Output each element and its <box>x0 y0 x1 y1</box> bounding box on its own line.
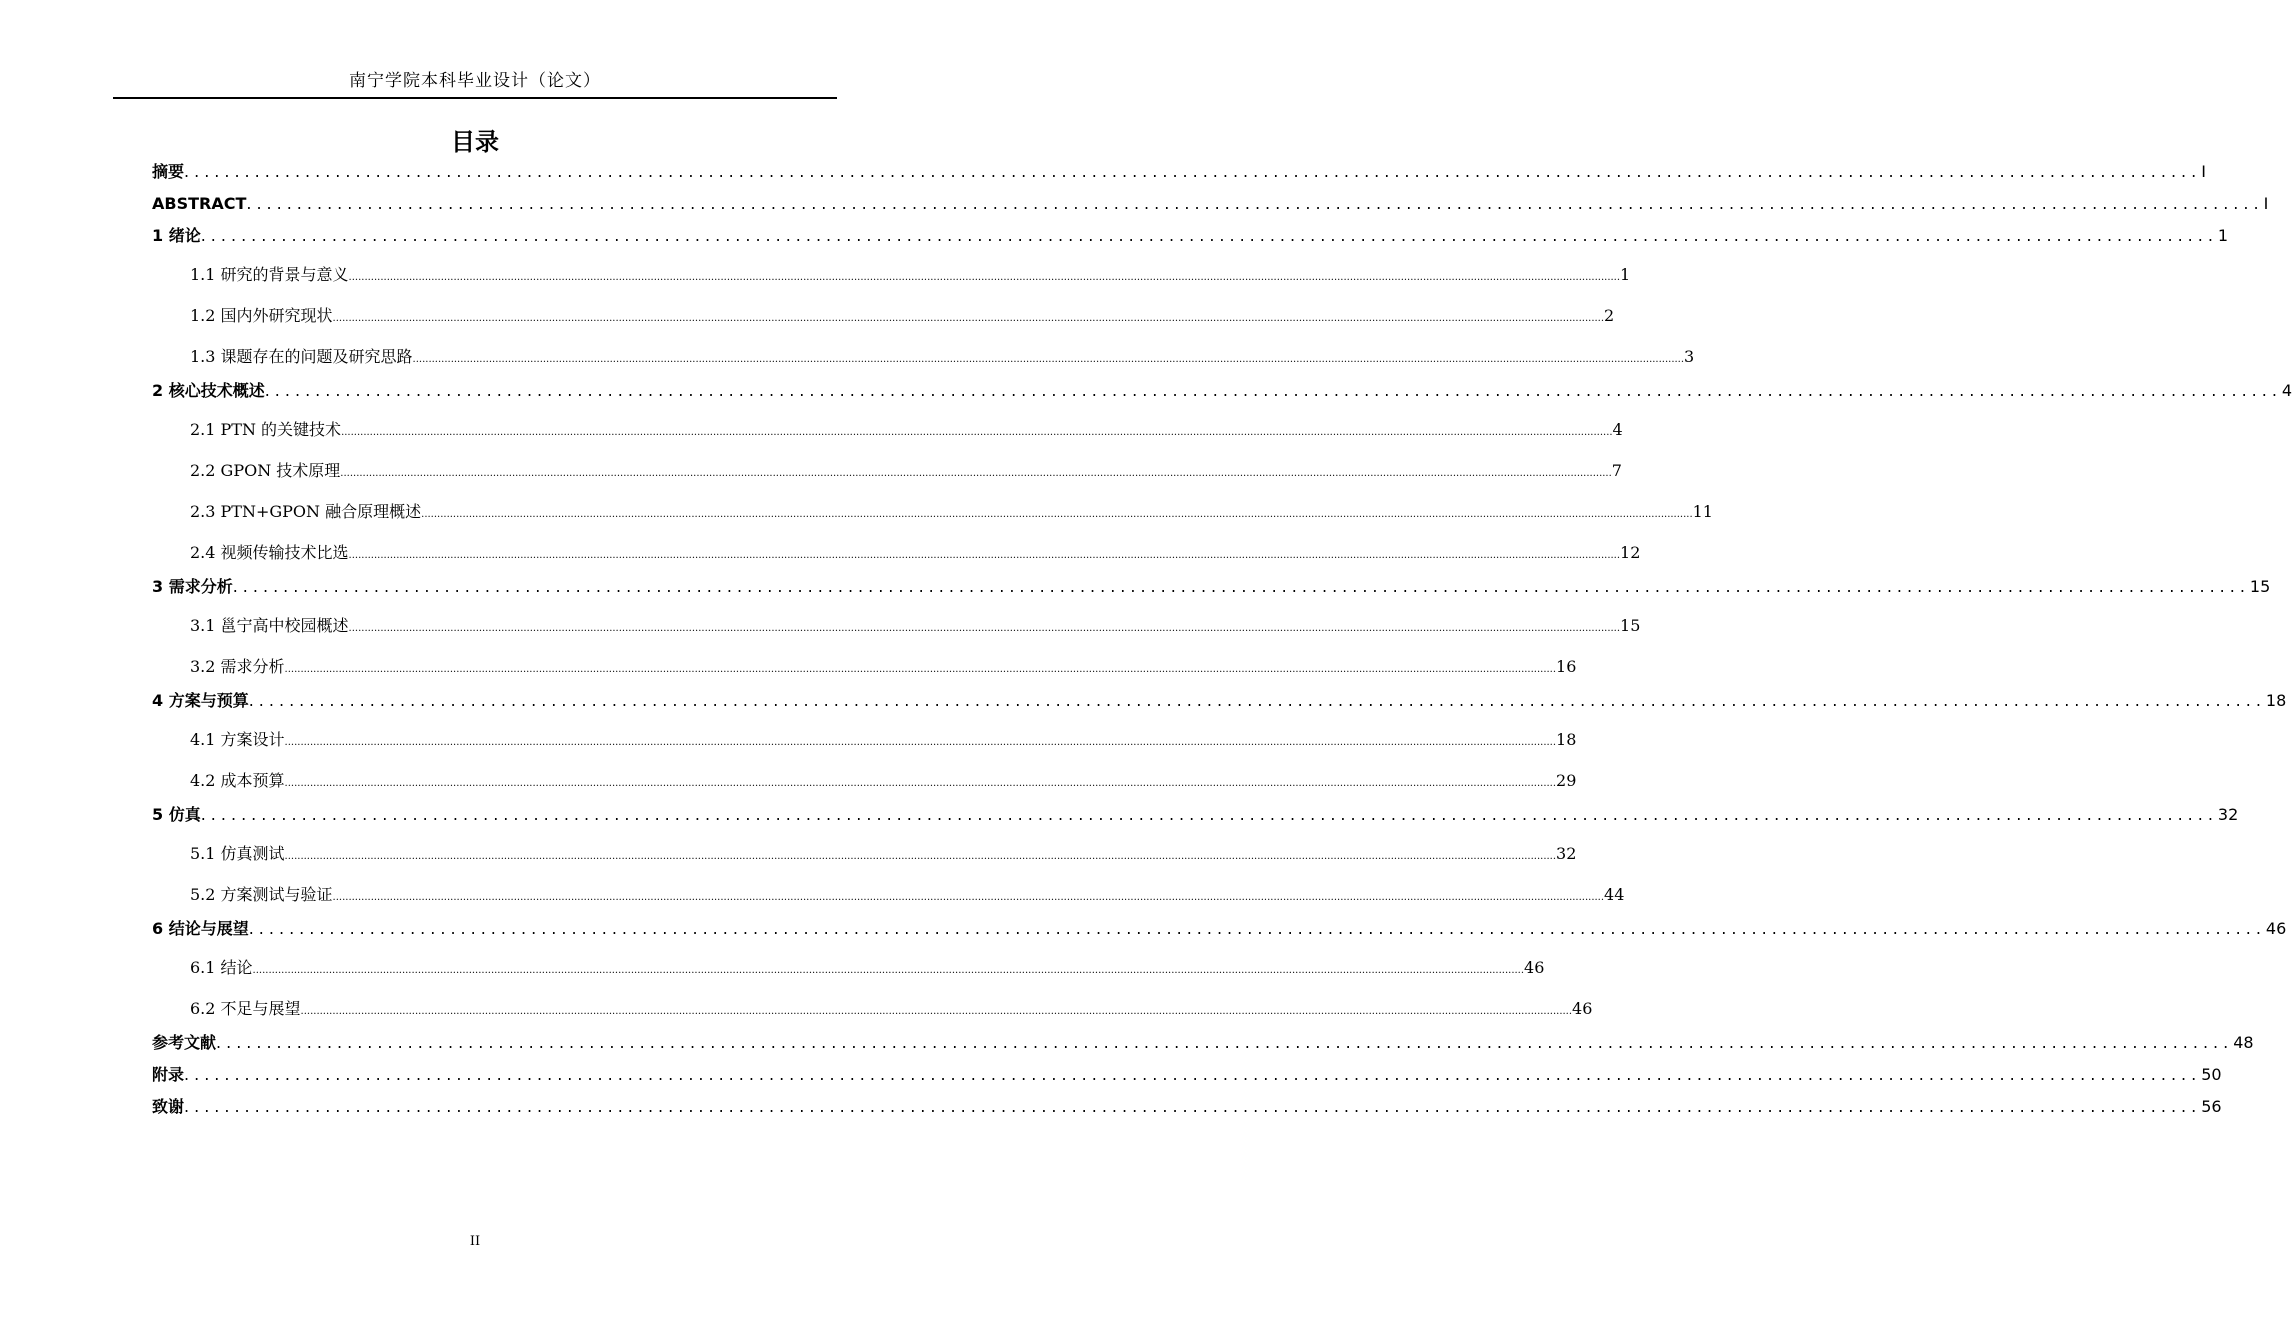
toc-section-entry[interactable] <box>152 336 1695 377</box>
toc-leader-dots: ........................................................................................................................................................................................................ <box>184 162 2202 181</box>
toc-entry-label: 5.2 方案测试与验证 <box>190 885 333 904</box>
toc-leader-dots: ................................................................................................................................................................................................................................................................................................................................................................................................................ <box>284 737 1557 748</box>
toc-entry-page: 3 <box>1684 347 1695 366</box>
toc-leader-dots: ................................................................................................................................................................................................................................................................................................................................................................................................................ <box>340 468 1612 479</box>
toc-entry-label: 2 核心技术概述 <box>152 381 265 400</box>
toc-title: 目录 <box>451 128 499 156</box>
toc-section-entry[interactable] <box>152 719 1577 760</box>
toc-section-entry[interactable] <box>152 947 1545 988</box>
toc-entry-label: 5 仿真 <box>152 805 201 824</box>
toc-entry-page: 1 <box>1620 265 1631 284</box>
toc-entry-page: 18 <box>1556 730 1577 749</box>
toc-leader-dots: ................................................................................................................................................................................................................................................................................................................................................................................................................ <box>332 313 1605 324</box>
toc-entry-label: 附录 <box>152 1065 185 1084</box>
toc-entry-page: 15 <box>1620 616 1641 635</box>
toc-entry-label: ABSTRACT <box>152 194 247 213</box>
toc-entry-label: 2.1 PTN 的关键技术 <box>190 420 342 439</box>
toc-entry-label: 6.1 结论 <box>190 958 253 977</box>
page-header: 南宁学院本科毕业设计（论文） <box>349 71 601 91</box>
toc-leader-dots: ................................................................................................................................................................................................................................................................................................................................................................................................................ <box>284 664 1557 675</box>
toc-entry-label: 致谢 <box>152 1097 185 1116</box>
toc-entry-label: 5.1 仿真测试 <box>190 844 285 863</box>
toc-leader-dots: ................................................................................................................................................................................................................................................................................................................................................................................................................ <box>421 509 1693 520</box>
toc-entry-label: 3.2 需求分析 <box>190 657 285 676</box>
toc-leader-dots: ........................................................................................................................................................................................................ <box>200 805 2218 824</box>
toc-entry-page: 46 <box>1572 999 1593 1018</box>
toc-leader-dots: ........................................................................................................................................................................................................ <box>264 381 2282 400</box>
table-of-contents <box>152 156 2292 1123</box>
toc-entry-label: 6.2 不足与展望 <box>190 999 301 1018</box>
page-number: II <box>469 1234 481 1249</box>
toc-leader-dots: ................................................................................................................................................................................................................................................................................................................................................................................................................ <box>284 851 1557 862</box>
toc-section-entry[interactable] <box>152 646 1577 687</box>
toc-entry-page: 44 <box>1604 885 1625 904</box>
toc-entry-label: 4.1 方案设计 <box>190 730 285 749</box>
toc-entry-label: 参考文献 <box>152 1033 217 1052</box>
toc-chapter-entry[interactable] <box>152 1091 2222 1123</box>
toc-entry-page: 46 <box>1524 958 1545 977</box>
toc-entry-page: 7 <box>1611 461 1622 480</box>
toc-section-entry[interactable] <box>152 988 1593 1029</box>
toc-entry-label: 1.3 课题存在的问题及研究思路 <box>190 347 413 366</box>
toc-entry-page: 18 <box>2265 691 2287 710</box>
toc-leader-dots: ................................................................................................................................................................................................................................................................................................................................................................................................................ <box>348 623 1621 634</box>
toc-entry-page: 16 <box>1556 657 1577 676</box>
toc-entry-label: 摘要 <box>152 162 185 181</box>
toc-entry-page: 29 <box>1556 771 1577 790</box>
toc-entry-page: 15 <box>2249 577 2271 596</box>
toc-section-entry[interactable] <box>152 532 1641 573</box>
toc-chapter-entry[interactable] <box>152 220 2229 252</box>
toc-leader-dots: ........................................................................................................................................................................................................ <box>200 226 2218 245</box>
toc-entry-label: 4 方案与预算 <box>152 691 249 710</box>
toc-entry-page: 56 <box>2201 1097 2222 1116</box>
toc-section-entry[interactable] <box>152 874 1625 915</box>
toc-section-entry[interactable] <box>152 491 1713 532</box>
toc-section-entry[interactable] <box>152 409 1623 450</box>
toc-entry-page: 48 <box>2233 1033 2254 1052</box>
toc-leader-dots: ................................................................................................................................................................................................................................................................................................................................................................................................................ <box>332 892 1605 903</box>
toc-entry-page: 4 <box>1612 420 1623 439</box>
toc-leader-dots: ........................................................................................................................................................................................................ <box>184 1097 2202 1116</box>
toc-leader-dots: ................................................................................................................................................................................................................................................................................................................................................................................................................ <box>341 427 1613 438</box>
toc-leader-dots: ........................................................................................................................................................................................................ <box>184 1065 2202 1084</box>
toc-entry-page: 11 <box>1692 502 1713 521</box>
toc-entry-page: 50 <box>2201 1065 2222 1084</box>
toc-entry-page: 32 <box>2217 805 2239 824</box>
toc-entry-page: 4 <box>2281 381 2292 400</box>
toc-section-entry[interactable] <box>152 760 1577 801</box>
toc-leader-dots: ................................................................................................................................................................................................................................................................................................................................................................................................................ <box>252 965 1525 976</box>
toc-chapter-entry[interactable] <box>152 188 2269 220</box>
toc-entry-label: 1.1 研究的背景与意义 <box>190 265 349 284</box>
toc-leader-dots: ................................................................................................................................................................................................................................................................................................................................................................................................................ <box>300 1006 1573 1017</box>
toc-section-entry[interactable] <box>152 605 1641 646</box>
toc-leader-dots: ........................................................................................................................................................................................................ <box>248 691 2266 710</box>
toc-entry-page: 12 <box>1620 543 1641 562</box>
toc-leader-dots: ................................................................................................................................................................................................................................................................................................................................................................................................................ <box>284 778 1557 789</box>
toc-leader-dots: ........................................................................................................................................................................................................ <box>246 194 2264 213</box>
toc-leader-dots: ................................................................................................................................................................................................................................................................................................................................................................................................................ <box>348 550 1621 561</box>
toc-entry-page: 32 <box>1556 844 1577 863</box>
toc-section-entry[interactable] <box>152 295 1615 336</box>
toc-section-entry[interactable] <box>152 254 1631 295</box>
toc-entry-label: 1 绪论 <box>152 226 201 245</box>
toc-entry-label: 3 需求分析 <box>152 577 233 596</box>
toc-leader-dots: ........................................................................................................................................................................................................ <box>216 1033 2234 1052</box>
toc-chapter-entry[interactable] <box>152 1059 2222 1091</box>
toc-entry-label: 4.2 成本预算 <box>190 771 285 790</box>
toc-chapter-entry[interactable] <box>152 156 2206 188</box>
toc-entry-label: 2.2 GPON 技术原理 <box>190 461 341 480</box>
toc-entry-label: 2.4 视频传输技术比选 <box>190 543 349 562</box>
toc-leader-dots: ................................................................................................................................................................................................................................................................................................................................................................................................................ <box>348 272 1621 283</box>
toc-entry-page: I <box>2201 162 2206 181</box>
toc-entry-page: 2 <box>1604 306 1615 325</box>
toc-entry-label: 1.2 国内外研究现状 <box>190 306 333 325</box>
toc-leader-dots: ................................................................................................................................................................................................................................................................................................................................................................................................................ <box>412 354 1685 365</box>
toc-entry-page: 1 <box>2217 226 2229 245</box>
toc-entry-page: 46 <box>2265 919 2287 938</box>
toc-leader-dots: ........................................................................................................................................................................................................ <box>232 577 2250 596</box>
toc-entry-label: 6 结论与展望 <box>152 919 249 938</box>
toc-entry-label: 2.3 PTN+GPON 融合原理概述 <box>190 502 422 521</box>
toc-leader-dots: ........................................................................................................................................................................................................ <box>248 919 2266 938</box>
toc-entry-label: 3.1 邕宁高中校园概述 <box>190 616 349 635</box>
header-rule <box>113 97 837 99</box>
toc-section-entry[interactable] <box>152 450 1622 491</box>
toc-entry-page: I <box>2263 194 2269 213</box>
toc-section-entry[interactable] <box>152 833 1577 874</box>
